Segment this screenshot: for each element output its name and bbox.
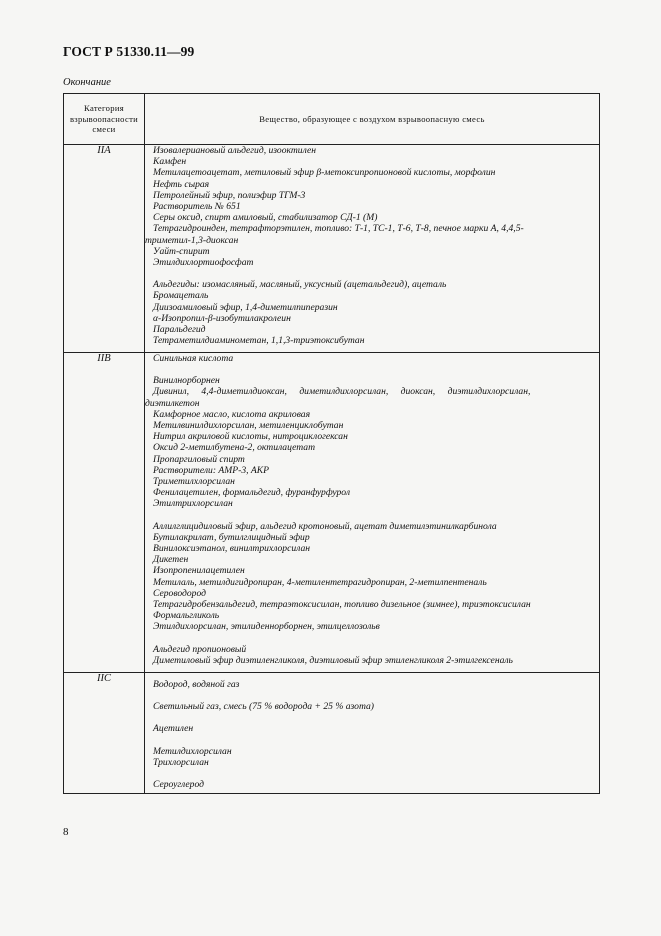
substance-line: Метилацетоацетат, метиловый эфир β-метоксипропионовой кислоты, морфолин — [153, 167, 496, 179]
substance-line: Трихлорсилан — [153, 756, 209, 768]
substance-line: Аллилглицидиловый эфир, альдегид кротоновый, ацетат диметилэтинилкарбинола — [153, 520, 497, 532]
substance-line: Сероводород — [153, 587, 206, 599]
substance-line: Винилоксиэтанол, винилтрихлорсилан — [153, 543, 311, 555]
substance-line: Растворители: АМР-3, АКР — [153, 464, 270, 476]
substance-line: Пропаргиловый спирт — [153, 453, 245, 465]
category-cell: IIB — [64, 353, 145, 673]
substance-line: Серы оксид, спирт амиловый, стабилизатор СД-1 (М) — [153, 212, 378, 224]
category-cell: IIA — [64, 145, 145, 353]
table-row — [64, 353, 600, 673]
substance-line: Этилдихлортиофосфат — [153, 257, 254, 269]
substance-line: Бутилакрилат, бутилглицидный эфир — [153, 531, 310, 543]
substance-line: Камфорное масло, кислота акриловая — [153, 408, 311, 420]
substance-line: Тетрагидробензальдегид, тетраэтоксисилан, топливо дизельное (зимнее), триэтоксисилан — [153, 599, 531, 611]
substance-line: Диизоамиловый эфир, 1,4-диметилпиперазин — [153, 301, 338, 313]
substance-line: Сероуглерод — [153, 779, 204, 791]
substance-cell — [145, 673, 600, 794]
substance-line: Светильный газ, смесь (75 % водорода + 25 % азота) — [153, 701, 374, 713]
category-cell: IIC — [64, 673, 145, 794]
table-row — [64, 145, 600, 353]
substance-cell — [145, 145, 600, 353]
substance-line: Фенилацетилен, формальдегид, фуранфурфурол — [153, 487, 351, 499]
substance-line: Камфен — [153, 156, 187, 168]
substance-line: диэтилкетон — [145, 397, 200, 409]
substance-line: Метилдихлорсилан — [153, 745, 232, 757]
substance-line: Нитрил акриловой кислоты, нитроциклогексан — [153, 431, 348, 443]
substance-line: Формальгликоль — [153, 610, 220, 622]
page-number: 8 — [63, 826, 69, 838]
substance-line: Винилнорборнен — [153, 375, 220, 387]
substance-line: Ацетилен — [153, 723, 194, 735]
substance-line: Триметилхлорсилан — [153, 476, 235, 488]
substance-line: Альдегид пропионовый — [153, 643, 247, 655]
substance-line: Растворитель № 651 — [153, 201, 241, 213]
substance-line: Оксид 2-метилбутена-2, октилацетат — [153, 442, 316, 454]
substance-line: Тетраметилдиаминометан, 1,1,3-триэтоксибутан — [153, 335, 365, 347]
column-header-category: Категория взрывоопасности смеси — [64, 94, 145, 145]
substance-line: Диметиловый эфир диэтиленгликоля, диэтиловый эфир этиленгликоля 2-этилгексеналь — [153, 654, 513, 666]
substance-line: Дикетен — [153, 554, 189, 566]
substance-cell — [145, 353, 600, 673]
substance-line: Нефть сырая — [153, 178, 210, 190]
substance-line: Альдегиды: изомасляный, масляный, уксусный (ацетальдегид), ацеталь — [153, 279, 447, 291]
substance-line: Тетрагидроинден, тетрафторэтилен, топливо: Т-1, ТС-1, Т-6, Т-8, печное марки А, 4,4,5- — [153, 223, 524, 235]
substance-line: α-Изопропил-β-изобутилакролеин — [153, 312, 291, 324]
table-header-row — [64, 94, 600, 145]
substance-table — [63, 93, 600, 794]
table-caption: Окончание — [63, 77, 111, 88]
substance-line: Изопропенилацетилен — [153, 565, 245, 577]
substance-line: Изовалериановый альдегид, изооктилен — [153, 145, 317, 156]
table-row — [64, 673, 600, 794]
substance-line: Метилвинилдихлорсилан, метиленциклобутан — [153, 420, 344, 432]
column-header-substance: Вещество, образующее с воздухом взрывоопасную смесь — [145, 94, 600, 145]
substance-line: Синильная кислота — [153, 353, 234, 364]
substance-line: триметил-1,3-диоксан — [145, 234, 239, 246]
substance-line: Водород, водяной газ — [153, 679, 240, 690]
substance-line: Уайт-спирит — [153, 245, 210, 257]
document-title: ГОСТ Р 51330.11—99 — [63, 44, 195, 59]
substance-line: Бромацеталь — [153, 290, 209, 302]
substance-line: Этилтрихлорсилан — [153, 498, 233, 510]
substance-line: Паральдегид — [153, 324, 206, 336]
substance-line: Метилаль, метилдигидропиран, 4-метилентетрагидропиран, 2-метилпентеналь — [153, 576, 487, 588]
substance-line: Дивинил, 4,4-диметилдиоксан, диметилдихлорсилан, диоксан, диэтилдихлорсилан, — [153, 386, 531, 398]
substance-line: Этилдихлорсилан, этилиденнорборнен, этилцеллозольв — [153, 621, 380, 633]
substance-line: Петролейный эфир, полиэфир ТГМ-3 — [153, 189, 306, 201]
